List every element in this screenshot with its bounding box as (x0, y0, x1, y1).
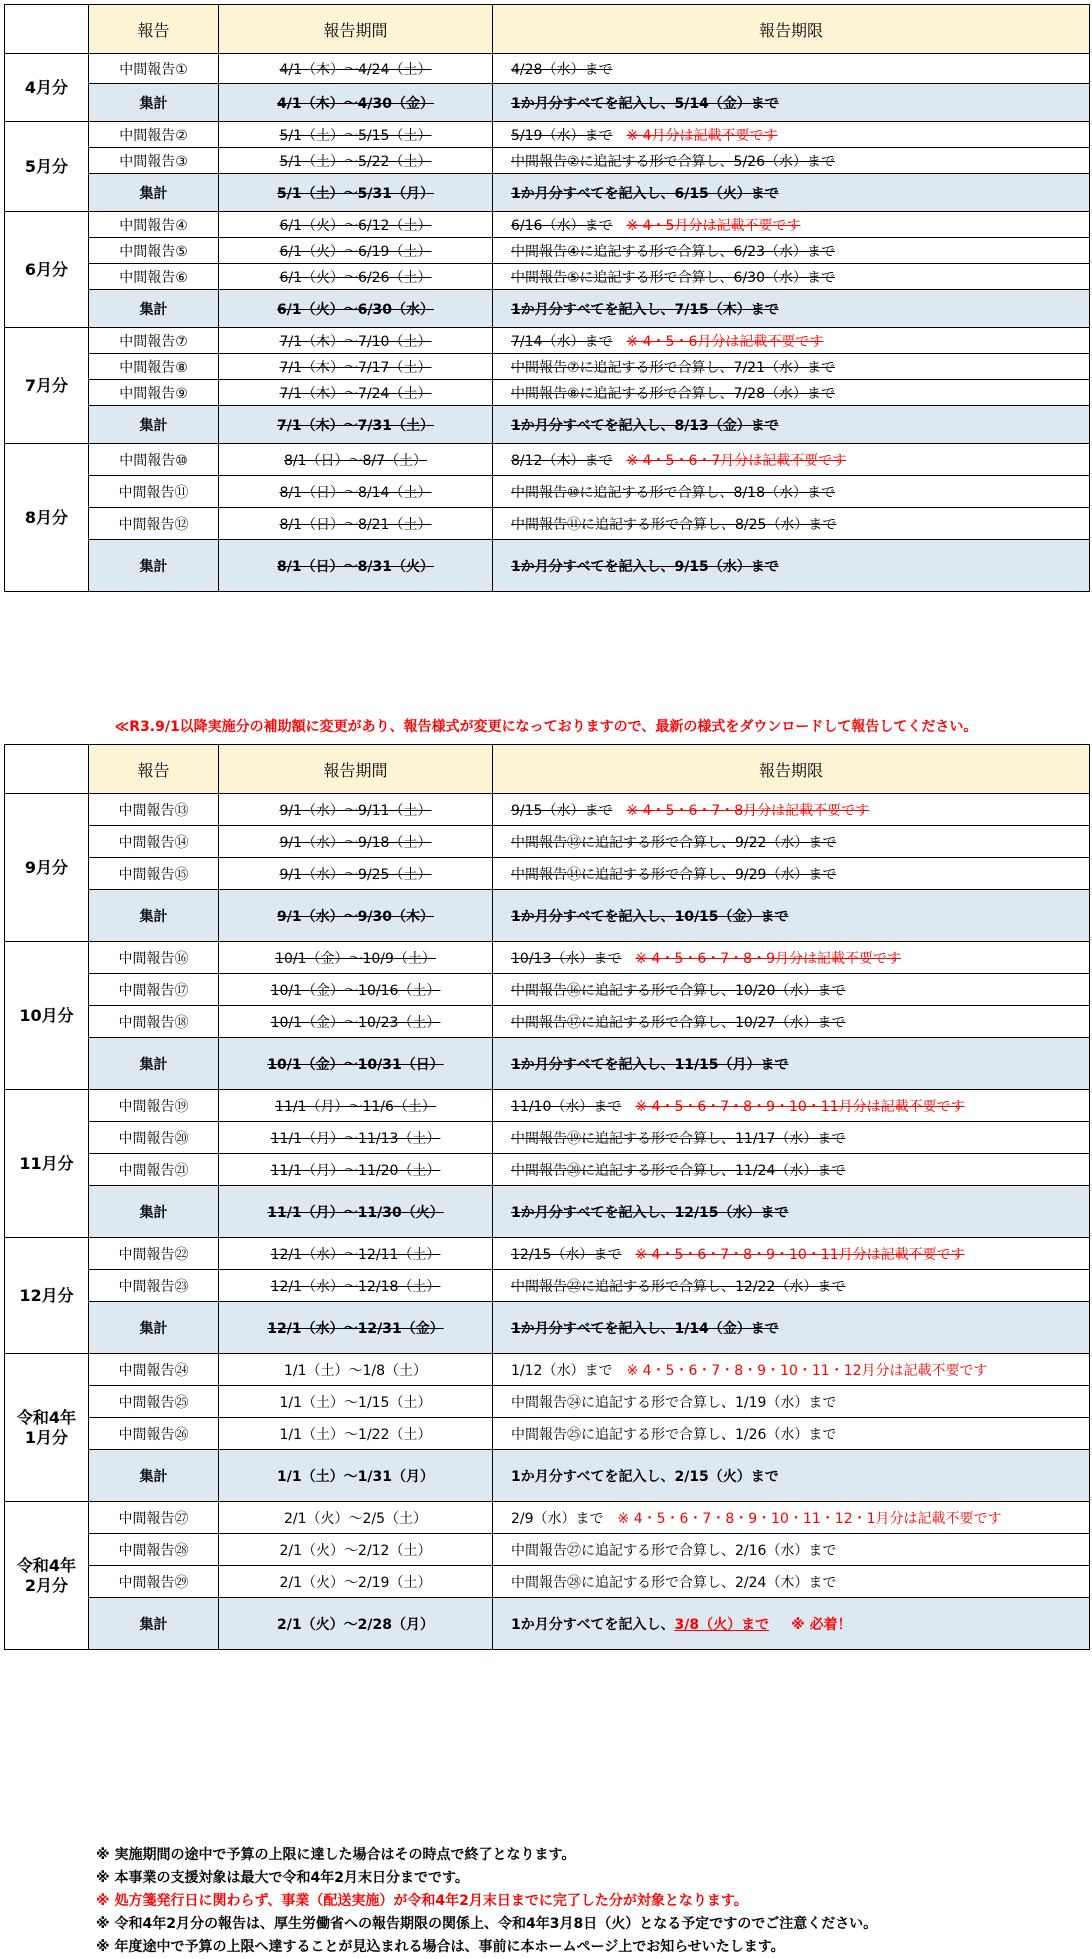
table-row (5, 444, 1090, 476)
period-text: 7/1（木）～7/31（土） (277, 417, 434, 434)
month-label: 7月分 (5, 328, 89, 444)
report-label: 集計 (89, 174, 219, 212)
table-row (5, 942, 1090, 974)
report-deadline (493, 1502, 1090, 1534)
report-period (219, 54, 493, 84)
report-label: 集計 (89, 1186, 219, 1238)
month-label: 12月分 (5, 1238, 89, 1354)
report-label: 中間報告㉙ (89, 1566, 219, 1598)
period-text: 6/1（火）～6/30（水） (277, 301, 434, 318)
report-period (219, 148, 493, 174)
red-note: ※ 4・5・6・7・8月分は記載不要です (626, 802, 870, 819)
report-period (219, 1270, 493, 1302)
report-label: 中間報告⑬ (89, 794, 219, 826)
report-deadline (493, 1386, 1090, 1418)
report-deadline (493, 1566, 1090, 1598)
deadline-text: 9/15（水）まで (511, 802, 613, 819)
table-body-2 (5, 794, 1090, 1650)
deadline-text: 1か月分すべてを記入し、9/15（水）まで (511, 558, 779, 575)
report-period (219, 380, 493, 406)
table-row (5, 54, 1090, 84)
report-label: 集計 (89, 1038, 219, 1090)
header-blank (5, 745, 89, 794)
deadline-text: 8/12（木）まで (511, 452, 613, 469)
period-text: 4/1（木）～4/24（土） (279, 61, 432, 78)
summary-row (5, 406, 1090, 444)
report-label: 中間報告㉕ (89, 1386, 219, 1418)
report-period (219, 174, 493, 212)
table-row (5, 1502, 1090, 1534)
deadline-text: 中間報告⑭に追記する形で合算し、9/29（水）まで (511, 866, 837, 883)
period-text: 12/1（水）～12/31（金） (267, 1320, 444, 1337)
table-row (5, 1566, 1090, 1598)
report-period (219, 84, 493, 122)
month-label: 11月分 (5, 1090, 89, 1238)
table-row (5, 1006, 1090, 1038)
report-deadline (493, 826, 1090, 858)
report-deadline (493, 476, 1090, 508)
period-text: 9/1（水）～9/11（土） (279, 802, 432, 819)
deadline-text: 中間報告⑯に追記する形で合算し、10/20（水）まで (511, 982, 846, 999)
report-label: 中間報告⑥ (89, 264, 219, 290)
report-label: 中間報告③ (89, 148, 219, 174)
report-period (219, 508, 493, 540)
table-row (5, 1270, 1090, 1302)
report-label: 中間報告② (89, 122, 219, 148)
period-text: 2/1（火）～2/28（月） (277, 1616, 434, 1633)
deadline-text: 1/12（水）まで (511, 1362, 613, 1379)
table-row (5, 1354, 1090, 1386)
report-deadline (493, 1354, 1090, 1386)
footnotes (96, 1844, 877, 1959)
report-label: 中間報告⑮ (89, 858, 219, 890)
deadline-text: 中間報告⑤に追記する形で合算し、6/30（水）まで (511, 269, 835, 286)
deadline-text: 1か月分すべてを記入し、11/15（月）まで (511, 1056, 789, 1073)
report-period (219, 290, 493, 328)
deadline-text: 中間報告⑩に追記する形で合算し、8/18（水）まで (511, 484, 835, 501)
table-row (5, 508, 1090, 540)
red-note: ※ 4月分は記載不要です (626, 127, 778, 144)
deadline-text: 4/28（水）まで (511, 61, 613, 78)
table-body-1 (5, 54, 1090, 592)
report-deadline (493, 974, 1090, 1006)
report-period (219, 1566, 493, 1598)
red-note: ※ 4・5・6・7・8・9月分は記載不要です (635, 950, 901, 967)
table-row (5, 826, 1090, 858)
period-text: 12/1（水）～12/11（土） (270, 1246, 441, 1263)
footnote: ※ 令和4年2月分の報告は、厚生労働省への報告期限の関係上、令和4年3月8日（火）となる予定ですのでご注意ください。 (96, 1916, 878, 1932)
report-period (219, 1534, 493, 1566)
period-text: 1/1（土）～1/22（土） (279, 1426, 432, 1443)
notice-text: ≪R3.9/1以降実施分の補助額に変更があり、報告様式が変更になっておりますので、最新の様式をダウンロードして報告してください。 (114, 719, 978, 735)
deadline-text: 6/16（水）まで (511, 217, 613, 234)
table-row (5, 212, 1090, 238)
report-deadline (493, 380, 1090, 406)
period-text: 4/1（木）～4/30（金） (277, 95, 434, 112)
report-label: 中間報告⑤ (89, 238, 219, 264)
report-label: 中間報告㉒ (89, 1238, 219, 1270)
month-label: 6月分 (5, 212, 89, 328)
report-label: 集計 (89, 890, 219, 942)
report-deadline (493, 1418, 1090, 1450)
summary-row (5, 890, 1090, 942)
period-text: 8/1（日）～8/7（土） (283, 452, 428, 469)
period-text: 5/1（土）～5/22（土） (279, 153, 432, 170)
table-row (5, 794, 1090, 826)
month-label: 4月分 (5, 54, 89, 122)
report-deadline (493, 1302, 1090, 1354)
summary-row (5, 540, 1090, 592)
table-row (5, 264, 1090, 290)
period-text: 2/1（火）～2/19（土） (279, 1574, 432, 1591)
report-label: 中間報告㉘ (89, 1534, 219, 1566)
footnote: ※ 実施期間の途中で予算の上限に達した場合はその時点で終了となります。 (96, 1847, 576, 1863)
header-report: 報告 (89, 5, 219, 54)
report-label: 集計 (89, 290, 219, 328)
deadline-text: 中間報告㉗に追記する形で合算し、2/16（水）まで (511, 1542, 837, 1559)
report-deadline (493, 858, 1090, 890)
header-deadline: 報告期限 (493, 745, 1090, 794)
table-row (5, 122, 1090, 148)
period-text: 11/1（月）～11/30（火） (267, 1204, 444, 1221)
report-label: 中間報告⑧ (89, 354, 219, 380)
period-text: 2/1（火）～2/5（土） (283, 1510, 428, 1527)
report-label: 中間報告⑯ (89, 942, 219, 974)
period-text: 1/1（土）～1/15（土） (279, 1394, 432, 1411)
period-text: 5/1（土）～5/15（土） (279, 127, 432, 144)
report-deadline (493, 1598, 1090, 1650)
deadline-text: 7/14（水）まで (511, 333, 613, 350)
report-deadline (493, 212, 1090, 238)
table-row (5, 380, 1090, 406)
red-note: ※ 4・5・6・7・8・9・10・11月分は記載不要です (635, 1098, 965, 1115)
report-deadline (493, 1270, 1090, 1302)
report-deadline (493, 444, 1090, 476)
report-label: 中間報告⑦ (89, 328, 219, 354)
deadline-text: 中間報告⑬に追記する形で合算し、9/22（水）まで (511, 834, 837, 851)
period-text: 6/1（火）～6/12（土） (279, 217, 432, 234)
table-row (5, 238, 1090, 264)
table-row (5, 354, 1090, 380)
table-row (5, 1534, 1090, 1566)
report-deadline (493, 238, 1090, 264)
table-row (5, 1418, 1090, 1450)
deadline-text: 1か月分すべてを記入し、12/15（水）まで (511, 1204, 789, 1221)
deadline-text: 1か月分すべてを記入し、7/15（木）まで (511, 301, 779, 318)
report-period (219, 354, 493, 380)
report-label: 中間報告⑪ (89, 476, 219, 508)
deadline-text: 中間報告㉕に追記する形で合算し、1/26（水）まで (511, 1426, 837, 1443)
report-deadline (493, 148, 1090, 174)
report-label: 中間報告⑨ (89, 380, 219, 406)
footnote: ※ 本事業の支援対象は最大で令和4年2月末日分までです。 (96, 1870, 469, 1886)
table-row (5, 1090, 1090, 1122)
report-deadline (493, 290, 1090, 328)
report-period (219, 212, 493, 238)
report-period (219, 1354, 493, 1386)
deadline-text: 1か月分すべてを記入し、 (511, 1616, 675, 1633)
period-text: 8/1（日）～8/14（土） (279, 484, 432, 501)
period-text: 11/1（月）～11/20（土） (270, 1162, 441, 1179)
report-label: 中間報告⑱ (89, 1006, 219, 1038)
report-deadline (493, 354, 1090, 380)
deadline-text: 中間報告㉔に追記する形で合算し、1/19（水）まで (511, 1394, 837, 1411)
report-period (219, 1238, 493, 1270)
summary-row (5, 1598, 1090, 1650)
deadline-text: 中間報告⑧に追記する形で合算し、7/28（水）まで (511, 385, 835, 402)
deadline-text: 1か月分すべてを記入し、5/14（金）まで (511, 95, 779, 112)
summary-row (5, 174, 1090, 212)
must-arrive-note: ※ 必着！ (791, 1616, 852, 1633)
period-text: 9/1（水）～9/25（土） (279, 866, 432, 883)
table-row (5, 1154, 1090, 1186)
report-period (219, 1418, 493, 1450)
deadline-text: 中間報告㉘に追記する形で合算し、2/24（木）まで (511, 1574, 837, 1591)
report-period (219, 1122, 493, 1154)
summary-row (5, 1450, 1090, 1502)
deadline-text: 中間報告⑳に追記する形で合算し、11/24（水）まで (511, 1162, 846, 1179)
table-row (5, 1386, 1090, 1418)
summary-row (5, 84, 1090, 122)
report-label: 中間報告㉖ (89, 1418, 219, 1450)
table-row (5, 148, 1090, 174)
period-text: 10/1（金）～10/31（日） (267, 1056, 444, 1073)
report-period (219, 794, 493, 826)
report-period (219, 264, 493, 290)
report-period (219, 890, 493, 942)
table-row (5, 1238, 1090, 1270)
summary-row (5, 1038, 1090, 1090)
report-deadline (493, 508, 1090, 540)
report-deadline (493, 54, 1090, 84)
deadline-text: 中間報告⑲に追記する形で合算し、11/17（水）まで (511, 1130, 846, 1147)
report-deadline (493, 1122, 1090, 1154)
report-period (219, 122, 493, 148)
report-period (219, 1450, 493, 1502)
table-row (5, 858, 1090, 890)
red-note: ※ 4・5・6月分は記載不要です (626, 333, 824, 350)
month-label: 令和4年 2月分 (5, 1502, 89, 1650)
period-text: 10/1（金）～10/16（土） (270, 982, 441, 999)
period-text: 6/1（火）～6/19（土） (279, 243, 432, 260)
report-deadline (493, 1038, 1090, 1090)
schedule-table-1 (4, 4, 1090, 592)
table-row (5, 1122, 1090, 1154)
period-text: 5/1（土）～5/31（月） (277, 185, 434, 202)
report-period (219, 406, 493, 444)
table-row (5, 476, 1090, 508)
report-deadline (493, 264, 1090, 290)
report-period (219, 1598, 493, 1650)
report-period (219, 1006, 493, 1038)
report-label: 中間報告㉗ (89, 1502, 219, 1534)
report-period (219, 826, 493, 858)
header-blank (5, 5, 89, 54)
deadline-text: 中間報告㉒に追記する形で合算し、12/22（水）まで (511, 1278, 846, 1295)
table-row (5, 974, 1090, 1006)
red-note: ※ 4・5・6・7・8・9・10・11月分は記載不要です (635, 1246, 965, 1263)
red-note: ※ 4・5・6・7月分は記載不要です (626, 452, 847, 469)
report-deadline (493, 406, 1090, 444)
period-text: 11/1（月）～11/13（土） (270, 1130, 441, 1147)
report-period (219, 942, 493, 974)
report-deadline (493, 174, 1090, 212)
schedule-table-2 (4, 744, 1090, 1650)
red-note: ※ 4・5・6・7・8・9・10・11・12月分は記載不要です (626, 1362, 988, 1379)
deadline-text: 中間報告⑪に追記する形で合算し、8/25（水）まで (511, 516, 837, 533)
period-text: 1/1（土）～1/8（土） (283, 1362, 428, 1379)
month-label: 10月分 (5, 942, 89, 1090)
report-deadline (493, 540, 1090, 592)
report-period (219, 1038, 493, 1090)
deadline-text: 中間報告⑦に追記する形で合算し、7/21（水）まで (511, 359, 835, 376)
report-label: 集計 (89, 1302, 219, 1354)
report-deadline (493, 1006, 1090, 1038)
report-label: 中間報告⑲ (89, 1090, 219, 1122)
report-period (219, 238, 493, 264)
report-deadline (493, 328, 1090, 354)
month-label: 5月分 (5, 122, 89, 212)
report-period (219, 1090, 493, 1122)
deadline-text: 中間報告②に追記する形で合算し、5/26（水）まで (511, 153, 835, 170)
report-period (219, 476, 493, 508)
report-deadline (493, 1450, 1090, 1502)
period-text: 2/1（火）～2/12（土） (279, 1542, 432, 1559)
summary-row (5, 1186, 1090, 1238)
header-period: 報告期間 (219, 745, 493, 794)
report-label: 中間報告㉑ (89, 1154, 219, 1186)
period-text: 1/1（土）～1/31（月） (277, 1468, 434, 1485)
report-label: 集計 (89, 540, 219, 592)
summary-row (5, 290, 1090, 328)
report-deadline (493, 84, 1090, 122)
report-period (219, 974, 493, 1006)
report-label: 中間報告⑩ (89, 444, 219, 476)
header-deadline: 報告期限 (493, 5, 1090, 54)
period-text: 9/1（水）～9/18（土） (279, 834, 432, 851)
report-label: 中間報告⑰ (89, 974, 219, 1006)
period-text: 7/1（木）～7/17（土） (279, 359, 432, 376)
red-note: ※ 4・5月分は記載不要です (626, 217, 801, 234)
report-period (219, 1302, 493, 1354)
report-label: 中間報告㉔ (89, 1354, 219, 1386)
deadline-date-highlight: 3/8（火）まで (674, 1616, 770, 1633)
report-label: 中間報告㉓ (89, 1270, 219, 1302)
period-text: 11/1（月）～11/6（土） (275, 1098, 436, 1115)
deadline-text: 1か月分すべてを記入し、10/15（金）まで (511, 908, 789, 925)
deadline-text: 中間報告⑰に追記する形で合算し、10/27（水）まで (511, 1014, 846, 1031)
report-deadline (493, 1238, 1090, 1270)
report-period (219, 540, 493, 592)
report-label: 中間報告⑫ (89, 508, 219, 540)
month-label: 8月分 (5, 444, 89, 592)
deadline-text: 1か月分すべてを記入し、8/13（金）まで (511, 417, 779, 434)
table-row (5, 328, 1090, 354)
report-period (219, 444, 493, 476)
footnote: ※ 年度途中で予算の上限へ達することが見込まれる場合は、事前に本ホームページ上でお知らせいたします。 (96, 1939, 785, 1955)
report-label: 集計 (89, 1598, 219, 1650)
period-text: 12/1（水）～12/18（土） (270, 1278, 441, 1295)
month-label: 9月分 (5, 794, 89, 942)
report-deadline (493, 890, 1090, 942)
report-period (219, 1502, 493, 1534)
deadline-text: 1か月分すべてを記入し、1/14（金）まで (511, 1320, 779, 1337)
deadline-text: 12/15（水）まで (511, 1246, 622, 1263)
report-deadline (493, 942, 1090, 974)
period-text: 9/1（水）～9/30（木） (277, 908, 434, 925)
deadline-text: 11/10（水）まで (511, 1098, 622, 1115)
report-label: 中間報告① (89, 54, 219, 84)
deadline-text: 5/19（水）まで (511, 127, 613, 144)
summary-row (5, 1302, 1090, 1354)
report-deadline (493, 1154, 1090, 1186)
period-text: 6/1（火）～6/26（土） (279, 269, 432, 286)
deadline-text: 1か月分すべてを記入し、6/15（火）まで (511, 185, 779, 202)
period-text: 10/1（金）～10/23（土） (270, 1014, 441, 1031)
report-deadline (493, 794, 1090, 826)
red-note: ※ 4・5・6・7・8・9・10・11・12・1月分は記載不要です (617, 1510, 1002, 1527)
report-period (219, 1186, 493, 1238)
report-label: 中間報告⑳ (89, 1122, 219, 1154)
report-deadline (493, 1534, 1090, 1566)
report-period (219, 1154, 493, 1186)
deadline-text: 2/9（水）まで (511, 1510, 604, 1527)
report-deadline (493, 1090, 1090, 1122)
report-label: 集計 (89, 1450, 219, 1502)
period-text: 7/1（木）～7/24（土） (279, 385, 432, 402)
period-text: 7/1（木）～7/10（土） (279, 333, 432, 350)
report-label: 中間報告④ (89, 212, 219, 238)
report-period (219, 858, 493, 890)
header-period: 報告期間 (219, 5, 493, 54)
deadline-text: 1か月分すべてを記入し、2/15（火）まで (511, 1468, 779, 1485)
month-label: 令和4年 1月分 (5, 1354, 89, 1502)
report-label: 集計 (89, 406, 219, 444)
deadline-text: 10/13（水）まで (511, 950, 622, 967)
report-label: 集計 (89, 84, 219, 122)
report-period (219, 1386, 493, 1418)
report-deadline (493, 1186, 1090, 1238)
deadline-text: 中間報告④に追記する形で合算し、6/23（水）まで (511, 243, 835, 260)
period-text: 10/1（金）～10/9（土） (275, 950, 436, 967)
footnote: ※ 処方箋発行日に関わらず、事業（配送実施）が令和4年2月末日までに完了した分が対象となります。 (96, 1893, 748, 1909)
report-period (219, 328, 493, 354)
report-deadline (493, 122, 1090, 148)
report-label: 中間報告⑭ (89, 826, 219, 858)
period-text: 8/1（日）～8/21（土） (279, 516, 432, 533)
period-text: 8/1（日）～8/31（火） (277, 558, 434, 575)
header-report: 報告 (89, 745, 219, 794)
